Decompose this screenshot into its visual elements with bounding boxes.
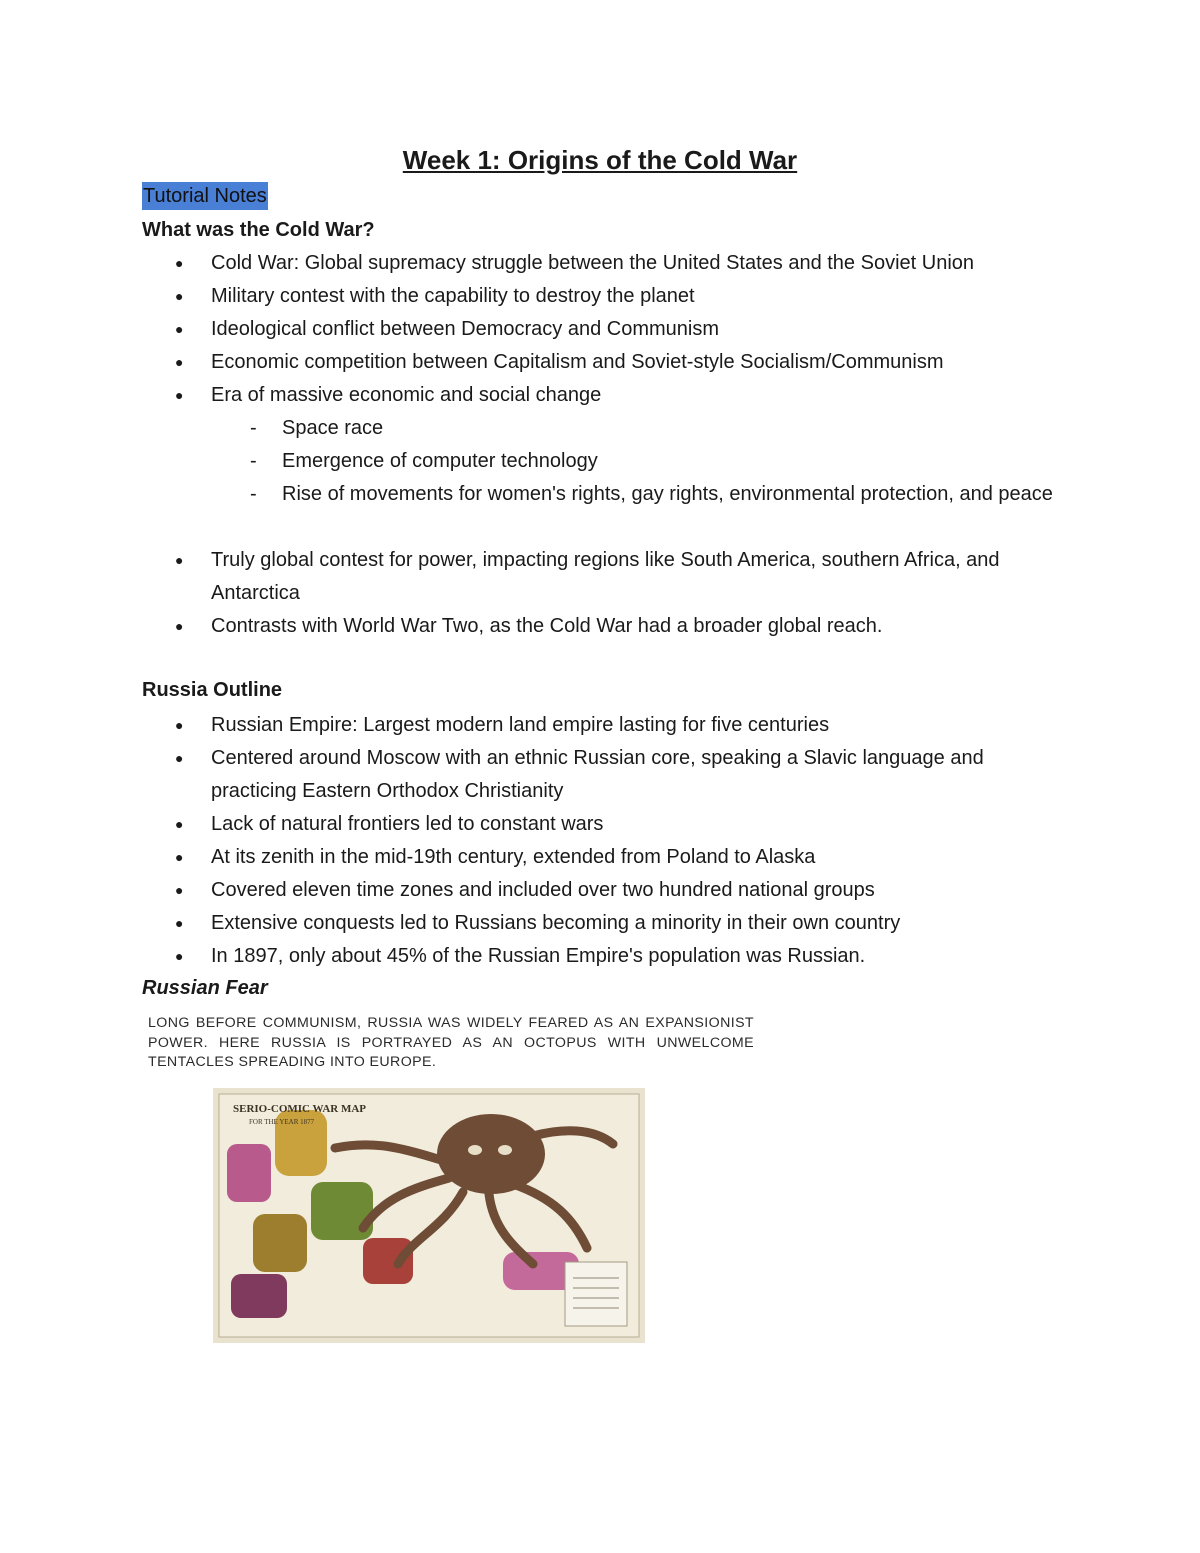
list-item: ● Cold War: Global supremacy struggle between the United States and the Soviet Union bbox=[211, 247, 1071, 280]
map-title: SERIO-COMIC WAR MAP bbox=[233, 1103, 367, 1115]
octopus-body bbox=[437, 1114, 545, 1194]
section-heading-russian-fear: Russian Fear bbox=[142, 977, 268, 999]
section-heading-russia-outline: Russia Outline bbox=[142, 679, 283, 701]
list-item: ● Economic competition between Capitalism and Soviet-style Socialism/Communism bbox=[211, 346, 1071, 379]
sub-list-item: - Space race bbox=[282, 412, 1072, 445]
list-item: ● Ideological conflict between Democracy and Communism bbox=[211, 313, 1071, 346]
map-region-britain bbox=[227, 1144, 271, 1202]
list-item: ● Truly global contest for power, impacting regions like South America, southern Africa, and Antarctica bbox=[211, 544, 1071, 610]
page-title: Week 1: Origins of the Cold War bbox=[402, 145, 798, 175]
octopus-eye bbox=[498, 1145, 512, 1155]
map-legend-box bbox=[565, 1262, 627, 1326]
list-item: ● In 1897, only about 45% of the Russian Empire's population was Russian. bbox=[211, 940, 1071, 973]
list-item: ● At its zenith in the mid-19th century, extended from Poland to Alaska bbox=[211, 841, 1071, 874]
section-heading-cold-war: What was the Cold War? bbox=[142, 219, 375, 241]
highlighted-label: Tutorial Notes bbox=[142, 182, 268, 210]
list-item: ● Military contest with the capability to destroy the planet bbox=[211, 280, 1071, 313]
list-item: ● Lack of natural frontiers led to constant wars bbox=[211, 808, 1071, 841]
list-item: ● Era of massive economic and social change bbox=[211, 379, 1071, 412]
list-item: ● Contrasts with World War Two, as the Cold War had a broader global reach. bbox=[211, 610, 1071, 643]
list-item: ● Covered eleven time zones and included over two hundred national groups bbox=[211, 874, 1071, 907]
map-subtitle: FOR THE YEAR 1877 bbox=[249, 1118, 315, 1126]
list-item: ● Centered around Moscow with an ethnic Russian core, speaking a Slavic language and practicing Eastern Orthodox Christianity bbox=[211, 742, 1071, 808]
octopus-eye bbox=[468, 1145, 482, 1155]
figure-caption: LONG BEFORE COMMUNISM, RUSSIA WAS WIDELY FEARED AS AN EXPANSIONIST POWER. HERE RUSSIA IS PORTRAYED AS AN OCTOPUS WITH UNWELCOME TENTACLES SPREADING INTO EUROPE. bbox=[148, 1015, 754, 1070]
list-item: ● Russian Empire: Largest modern land empire lasting for five centuries bbox=[211, 709, 1071, 742]
map-region-france bbox=[253, 1214, 307, 1272]
list-item: ● Extensive conquests led to Russians becoming a minority in their own country bbox=[211, 907, 1071, 940]
sub-list-item: - Rise of movements for women's rights, gay rights, environmental protection, and peace bbox=[282, 478, 1072, 511]
map-region-austria bbox=[363, 1238, 413, 1284]
sub-list-item: - Emergence of computer technology bbox=[282, 445, 1072, 478]
octopus-war-map-image bbox=[213, 1088, 645, 1343]
map-region-spain bbox=[231, 1274, 287, 1318]
